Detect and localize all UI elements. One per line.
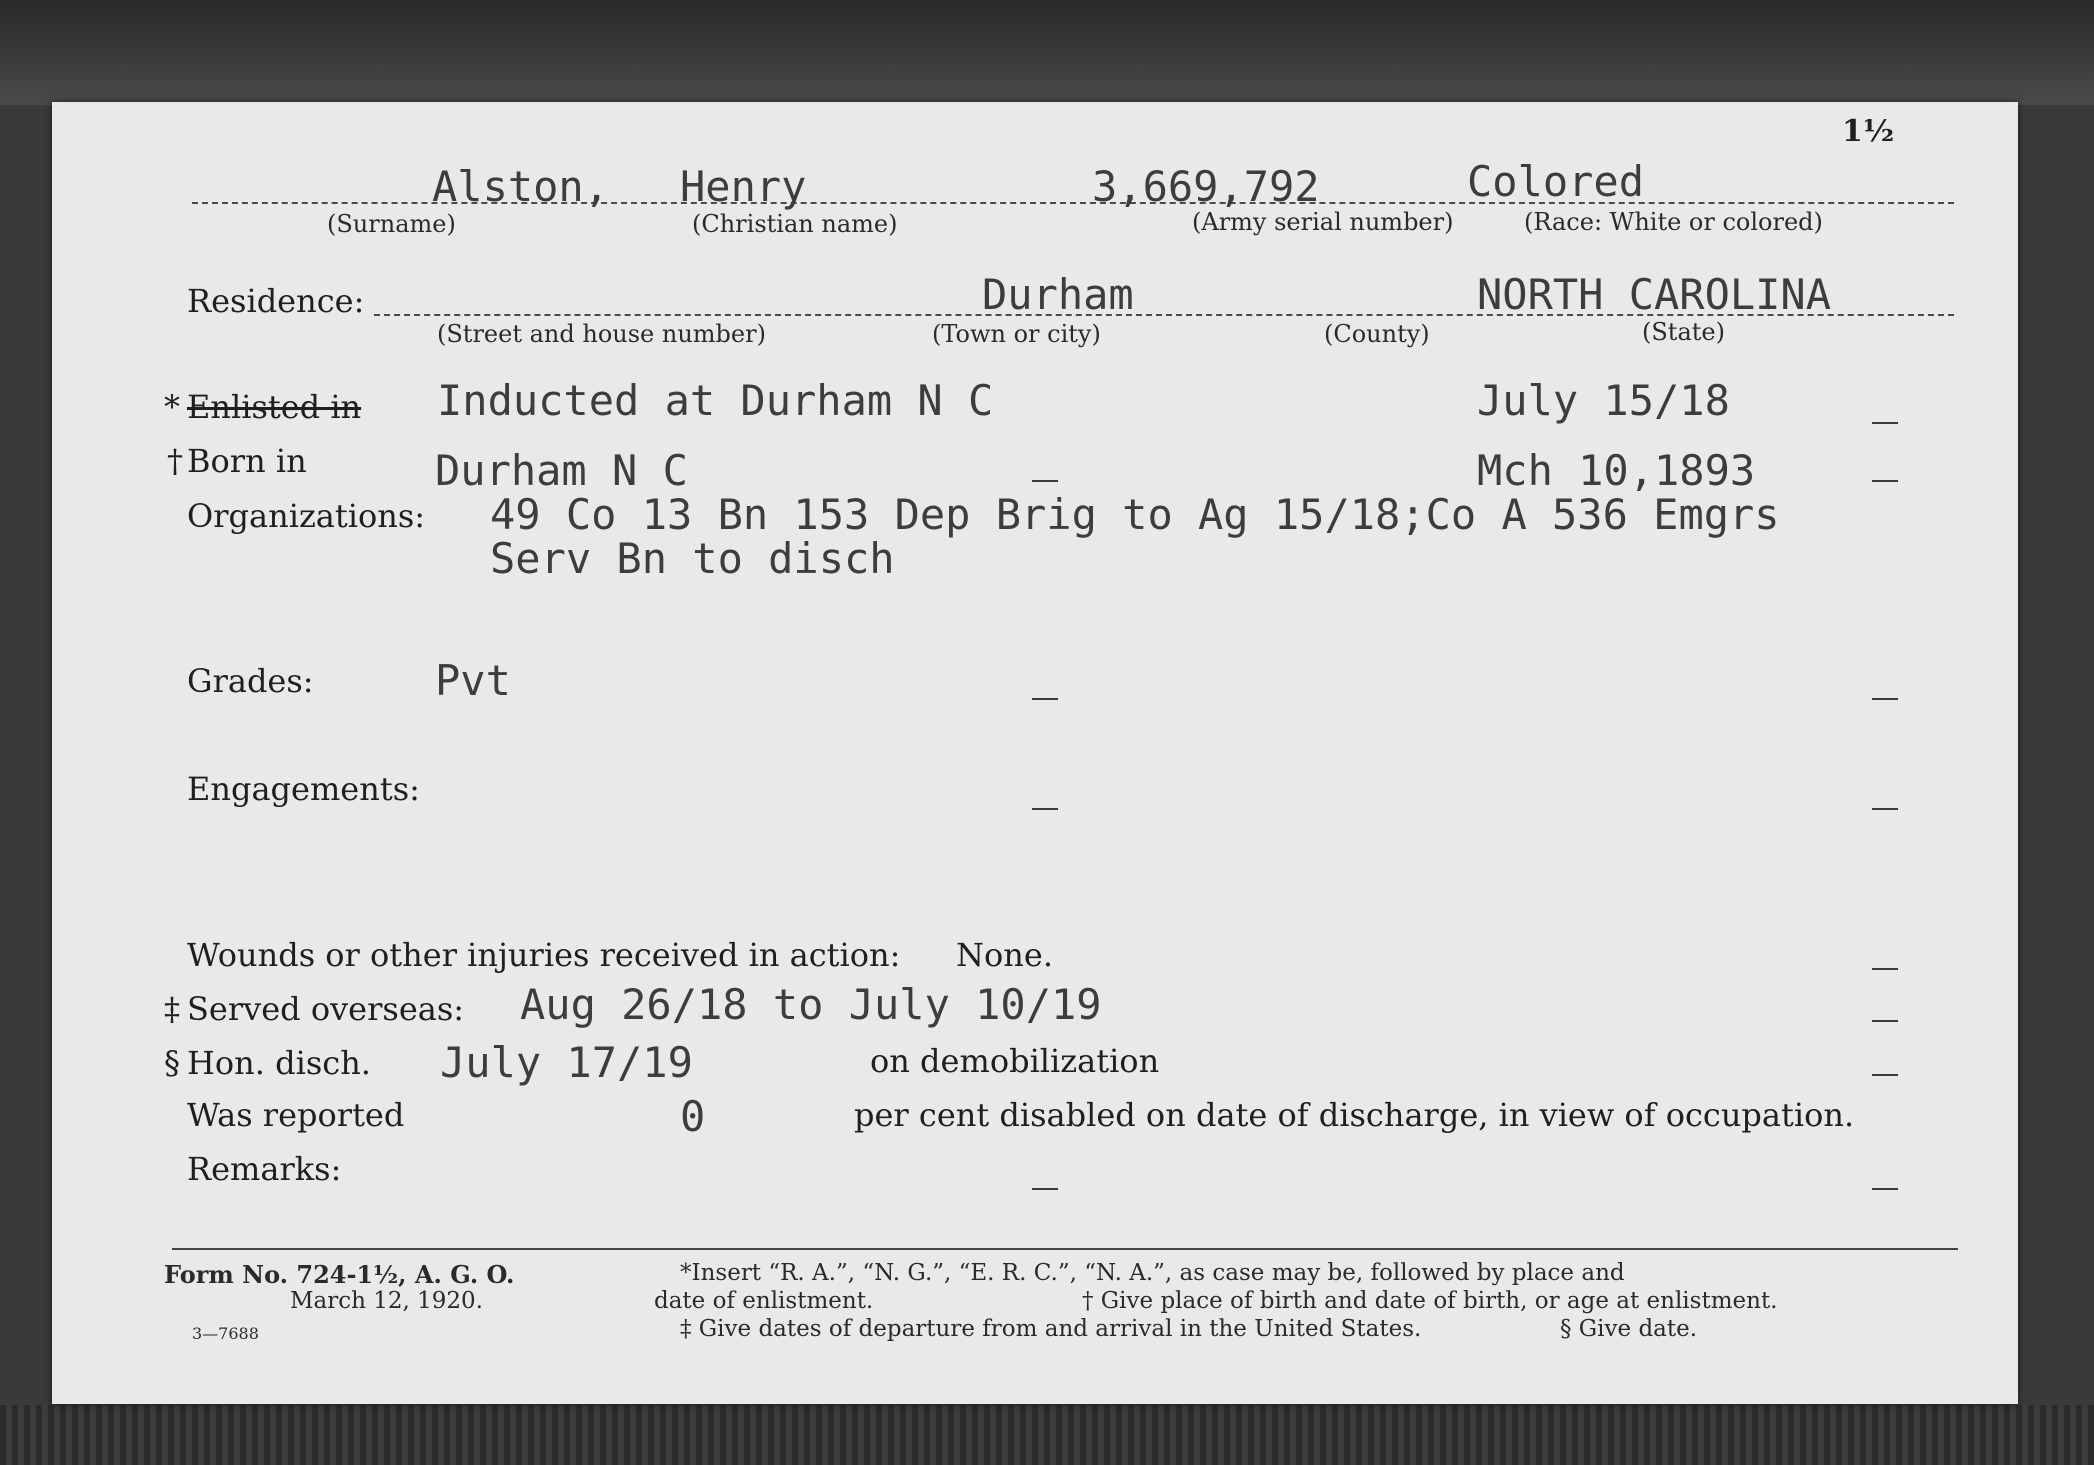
footer-rule: [172, 1248, 1958, 1250]
engagements-mid-dash: [1032, 808, 1058, 810]
grades-label: Grades:: [187, 662, 314, 700]
enlisted-asterisk: *: [164, 388, 180, 426]
state-caption: (State): [1642, 318, 1725, 346]
background-bottom: [0, 1405, 2094, 1465]
serial-number-value: 3,669,792: [1092, 162, 1320, 211]
footnote-date: § Give date.: [1560, 1316, 1698, 1342]
town-caption: (Town or city): [932, 320, 1101, 348]
born-place: Durham N C: [435, 446, 688, 495]
wounds-value: None.: [956, 936, 1053, 974]
surname-caption: (Surname): [327, 210, 456, 238]
grades-value: Pvt: [435, 656, 511, 705]
overseas-dagger: ‡: [164, 990, 180, 1028]
form-number: Form No. 724-1½, A. G. O.: [164, 1260, 515, 1289]
engagements-label: Engagements:: [187, 770, 420, 808]
remarks-dash: [1872, 1188, 1898, 1190]
serial-caption: (Army serial number): [1192, 208, 1454, 236]
born-mid-dash: [1032, 480, 1058, 482]
born-label: Born in: [187, 442, 307, 480]
residence-state-value: NORTH CAROLINA: [1477, 270, 1832, 319]
hon-disch-label: Hon. disch.: [187, 1044, 371, 1082]
hon-disch-section: §: [164, 1044, 180, 1082]
born-dash: [1872, 480, 1898, 482]
reported-label: Was reported: [187, 1096, 405, 1134]
footnote-enlistment: date of enlistment.: [654, 1288, 874, 1314]
grades-dash: [1872, 698, 1898, 700]
background-top: [0, 0, 2094, 105]
remarks-mid-dash: [1032, 1188, 1058, 1190]
engagements-dash: [1872, 808, 1898, 810]
organizations-line2: Serv Bn to disch: [490, 534, 895, 583]
card-number: 1½: [1842, 114, 1895, 149]
hon-disch-dash: [1872, 1074, 1898, 1076]
form-date: March 12, 1920.: [290, 1288, 483, 1314]
footnote-overseas: ‡ Give dates of departure from and arrival in the United States.: [680, 1316, 1422, 1342]
residence-town-value: Durham: [982, 270, 1134, 319]
county-caption: (County): [1324, 320, 1430, 348]
born-date: Mch 10,1893: [1477, 446, 1756, 495]
enlisted-value: Inducted at Durham N C: [437, 376, 994, 425]
enlisted-dash: [1872, 422, 1898, 424]
footnote-birth: † Give place of birth and date of birth, or age at enlistment.: [1082, 1288, 1778, 1314]
footnote-insert: *Insert “R. A.”, “N. G.”, “E. R. C.”, “N. A.”, as case may be, followed by place and: [680, 1260, 1625, 1286]
reported-value: 0: [680, 1092, 706, 1141]
surname-value: Alston,: [432, 162, 610, 211]
reported-text: per cent disabled on date of discharge, in view of occupation.: [854, 1096, 1855, 1134]
organizations-line1: 49 Co 13 Bn 153 Dep Brig to Ag 15/18;Co A 536 Emgrs: [490, 490, 1780, 539]
hon-disch-reason: on demobilization: [870, 1042, 1160, 1080]
race-value: Colored: [1467, 157, 1645, 206]
organizations-label: Organizations:: [187, 497, 426, 535]
overseas-label: Served overseas:: [187, 990, 465, 1028]
christian-name-caption: (Christian name): [692, 210, 898, 238]
remarks-label: Remarks:: [187, 1150, 342, 1188]
form-code: 3—7688: [192, 1324, 259, 1343]
residence-label: Residence:: [187, 282, 365, 320]
street-caption: (Street and house number): [437, 320, 766, 348]
wounds-label: Wounds or other injuries received in action:: [187, 936, 901, 974]
race-caption: (Race: White or colored): [1524, 208, 1823, 236]
overseas-value: Aug 26/18 to July 10/19: [520, 980, 1102, 1029]
enlisted-label: Enlisted in: [187, 388, 362, 426]
enlisted-date: July 15/18: [1477, 376, 1730, 425]
wounds-dash: [1872, 968, 1898, 970]
hon-disch-date: July 17/19: [440, 1038, 693, 1087]
christian-name-value: Henry: [680, 162, 807, 211]
grades-mid-dash: [1032, 698, 1058, 700]
overseas-dash: [1872, 1020, 1898, 1022]
born-dagger: †: [167, 442, 183, 480]
service-record-card: [52, 102, 2018, 1404]
